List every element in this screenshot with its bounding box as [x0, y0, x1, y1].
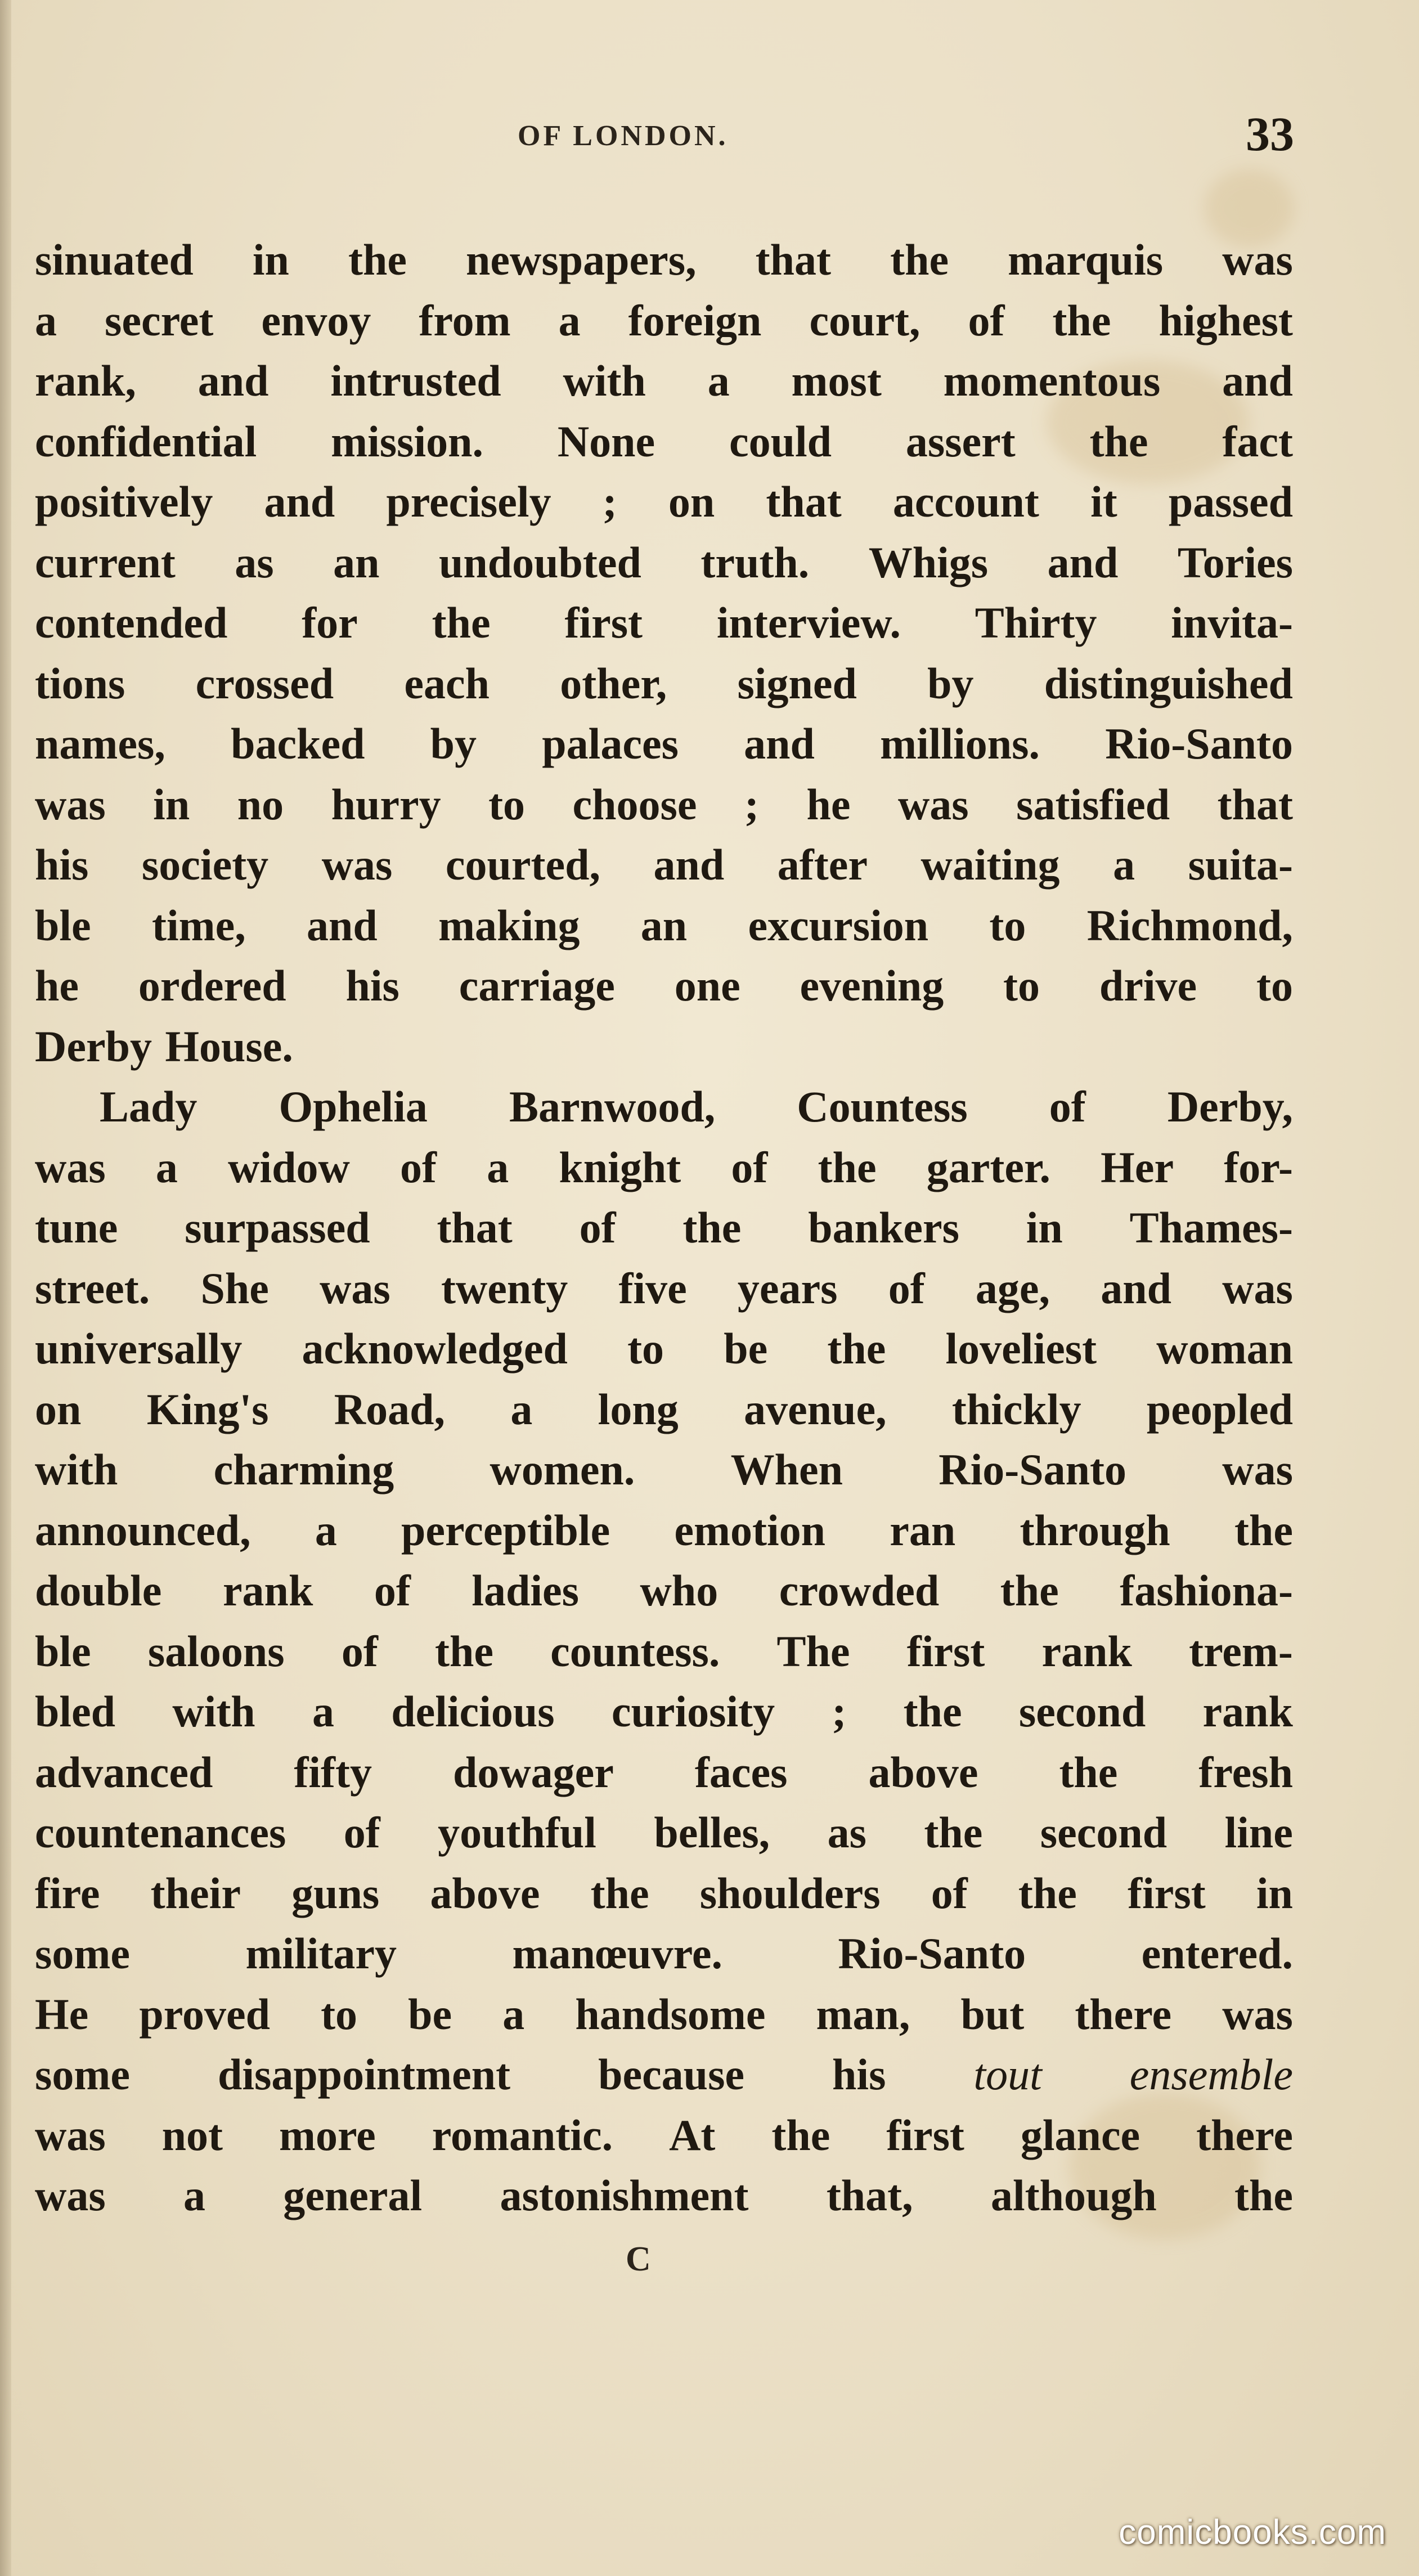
text-line: advanced fifty dowager faces above the fresh: [35, 1747, 1293, 1797]
running-head: OF LONDON.: [518, 120, 729, 152]
text-line: sinuated in the newspapers, that the marquis was: [35, 235, 1293, 284]
text-line: double rank of ladies who crowded the fashiona-: [35, 1566, 1293, 1615]
text-line: announced, a perceptible emotion ran through the: [35, 1505, 1293, 1555]
text-line: some military manœuvre. Rio-Santo entered.: [35, 1929, 1293, 1978]
text-line: tions crossed each other, signed by distinguished: [35, 658, 1293, 708]
text-line: a secret envoy from a foreign court, of the highest: [35, 295, 1293, 345]
text-line: countenances of youthful belles, as the second line: [35, 1808, 1293, 1857]
text-line: his society was courted, and after waiting a suita-: [35, 840, 1293, 889]
text-line: names, backed by palaces and millions. Rio-Santo: [35, 719, 1293, 768]
text-line: ble saloons of the countess. The first rank trem-: [35, 1626, 1293, 1676]
text-line: street. She was twenty five years of age, and was: [35, 1263, 1293, 1313]
page-number: 33: [1246, 107, 1294, 161]
text-line: tune surpassed that of the bankers in Thames-: [35, 1203, 1293, 1252]
signature-mark: C: [626, 2240, 651, 2278]
text-line: rank, and intrusted with a most momentous and: [35, 356, 1293, 405]
text-line: universally acknowledged to be the loveliest woman: [35, 1324, 1293, 1373]
text-line: was in no hurry to choose ; he was satisfied that: [35, 779, 1293, 829]
text-line: some disappointment because his tout ensemble: [35, 2050, 1293, 2099]
page-edge-shadow: [0, 0, 11, 2576]
text-line: was a widow of a knight of the garter. Her for-: [35, 1142, 1293, 1192]
text-line: He proved to be a handsome man, but there was: [35, 1989, 1293, 2039]
text-line: Lady Ophelia Barnwood, Countess of Derby,: [100, 1082, 1293, 1131]
watermark: comicbooks.com: [1119, 2513, 1386, 2552]
text-line: contended for the first interview. Thirty invita-: [35, 598, 1293, 647]
text-line: Derby House.: [35, 1021, 293, 1071]
text-line: confidential mission. None could assert the fact: [35, 416, 1293, 466]
text-line: he ordered his carriage one evening to drive to: [35, 961, 1293, 1010]
text-line: fire their guns above the shoulders of the first in: [35, 1868, 1293, 1918]
text-line: current as an undoubted truth. Whigs and Tories: [35, 537, 1293, 587]
text-line: positively and precisely ; on that account it passed: [35, 477, 1293, 526]
body-text: [35, 230, 1293, 2226]
text-line: with charming women. When Rio-Santo was: [35, 1445, 1293, 1494]
text-line: ble time, and making an excursion to Richmond,: [35, 900, 1293, 950]
text-line: was a general astonishment that, although the: [35, 2171, 1293, 2220]
text-line: on King's Road, a long avenue, thickly peopled: [35, 1384, 1293, 1434]
text-line: was not more romantic. At the first glance there: [35, 2110, 1293, 2160]
text-line: bled with a delicious curiosity ; the second rank: [35, 1687, 1293, 1736]
